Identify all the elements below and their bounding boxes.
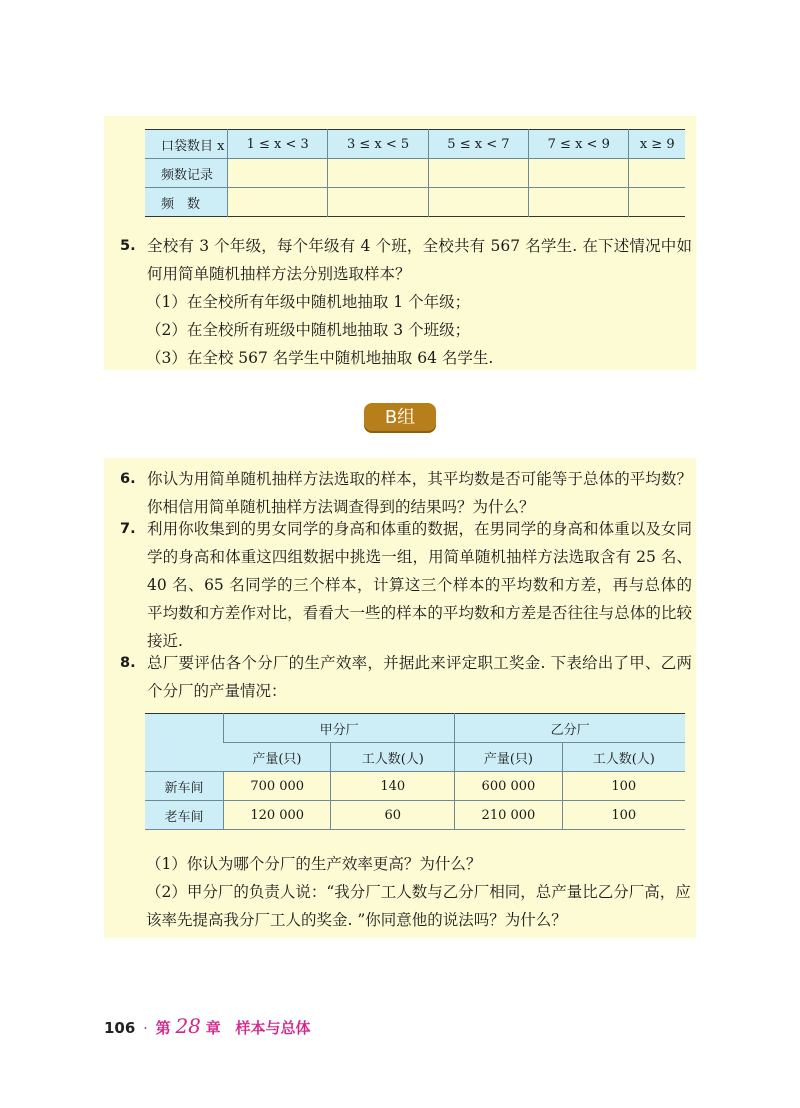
table-cell: [228, 159, 328, 188]
table-header-cell: 7 ≤ x < 9: [529, 130, 629, 159]
table-subheader-row: [145, 743, 685, 772]
table-cell: 100: [562, 801, 685, 830]
row-label: 频 数: [145, 188, 228, 217]
question-text: 利用你收集到的男女同学的身高和体重的数据，在男同学的身高和体重以及女同学的身高和体重这四组数据中挑选一组，用简单随机抽样方法选取含有 25 名、40 名、65 名同学的三个样本，计算这三个样本的平均数和方差，再与总体的平均数和方差作对比，看看大一些的样本的平均数和方差是否往往与总体的比较接近.: [147, 520, 692, 650]
chapter-number: 28: [175, 1014, 201, 1038]
table-header-cell: 5 ≤ x < 7: [428, 130, 528, 159]
question-8-sub-2-text: （2）甲分厂的负责人说：“我分厂工人数与乙分厂相同，总产量比乙分厂高，应该率先提高我分厂工人的奖金. ”你同意他的说法吗？为什么？: [146, 883, 691, 929]
table-cell: 600 000: [455, 772, 562, 801]
chapter-suffix: 章: [205, 1019, 221, 1037]
question-number: 6.: [120, 471, 136, 487]
question-5-sub-3: （3）在全校 567 名学生中随机地抽取 64 名学生.: [146, 349, 494, 367]
table-header-cell: 口袋数目 x: [145, 130, 228, 159]
group-b-badge: B组: [364, 403, 436, 433]
table-header-row: [145, 130, 685, 159]
table-cell: [428, 188, 528, 217]
question-8-sub-1: （1）你认为哪个分厂的生产效率更高？为什么？: [146, 855, 482, 873]
table-header-cell: 3 ≤ x < 5: [328, 130, 428, 159]
table-header-cell: 1 ≤ x < 3: [228, 130, 328, 159]
table-cell: [228, 188, 328, 217]
question-5-sub-2: （2）在全校所有班级中随机地抽取 3 个班级；: [146, 321, 471, 339]
chapter-title: 样本与总体: [235, 1019, 311, 1037]
table-header-cell: 工人数(人): [562, 743, 685, 772]
table-cell: 120 000: [224, 801, 331, 830]
row-label: 老车间: [145, 801, 224, 830]
question-text: 总厂要评估各个分厂的生产效率，并据此来评定职工奖金. 下表给出了甲、乙两个分厂的产量情况：: [147, 654, 692, 700]
table-cell: [629, 159, 685, 188]
table-row: [145, 772, 685, 801]
table-cell: [529, 159, 629, 188]
table-header-cell: 产量(只): [455, 743, 562, 772]
table-corner-cell: [145, 714, 224, 772]
page-footer: [104, 1014, 311, 1038]
table-cell: 100: [562, 772, 685, 801]
row-label: 新车间: [145, 772, 224, 801]
table-group-header: 乙分厂: [455, 714, 685, 743]
table-row: [145, 159, 685, 188]
footer-separator: ·: [143, 1019, 148, 1037]
table-cell: 700 000: [224, 772, 331, 801]
question-5-sub-1: （1）在全校所有年级中随机地抽取 1 个年级；: [146, 293, 471, 311]
table-cell: [529, 188, 629, 217]
pocket-count-table: [145, 129, 685, 217]
table-cell: [428, 159, 528, 188]
table-group-header: 甲分厂: [224, 714, 455, 743]
page-number: 106: [104, 1019, 136, 1037]
table-cell: [629, 188, 685, 217]
table-cell: [328, 188, 428, 217]
question-text: 全校有 3 个年级，每个年级有 4 个班，全校共有 567 名学生. 在下述情况中如何用简单随机抽样方法分别选取样本？: [147, 237, 692, 283]
chapter-prefix: 第: [155, 1019, 171, 1037]
question-number: 5.: [120, 238, 136, 254]
question-6: [120, 465, 692, 521]
table-row: [145, 188, 685, 217]
table-header-row: [145, 714, 685, 743]
question-number: 8.: [120, 655, 136, 671]
question-text: 你认为用简单随机抽样方法选取的样本，其平均数是否可能等于总体的平均数？你相信用简单随机抽样方法调查得到的结果吗？为什么？: [147, 470, 692, 516]
table-cell: 140: [331, 772, 455, 801]
table-cell: [328, 159, 428, 188]
question-8: [120, 649, 692, 705]
table-cell: 60: [331, 801, 455, 830]
question-7: [120, 515, 692, 655]
question-8-sub-2: [146, 878, 692, 934]
table-header-cell: 工人数(人): [331, 743, 455, 772]
question-number: 7.: [120, 521, 136, 537]
table-cell: 210 000: [455, 801, 562, 830]
factory-output-table: [145, 713, 685, 830]
row-label: 频数记录: [145, 159, 228, 188]
table-header-cell: 产量(只): [224, 743, 331, 772]
table-header-cell: x ≥ 9: [629, 130, 685, 159]
table-row: [145, 801, 685, 830]
question-5: [120, 232, 692, 288]
